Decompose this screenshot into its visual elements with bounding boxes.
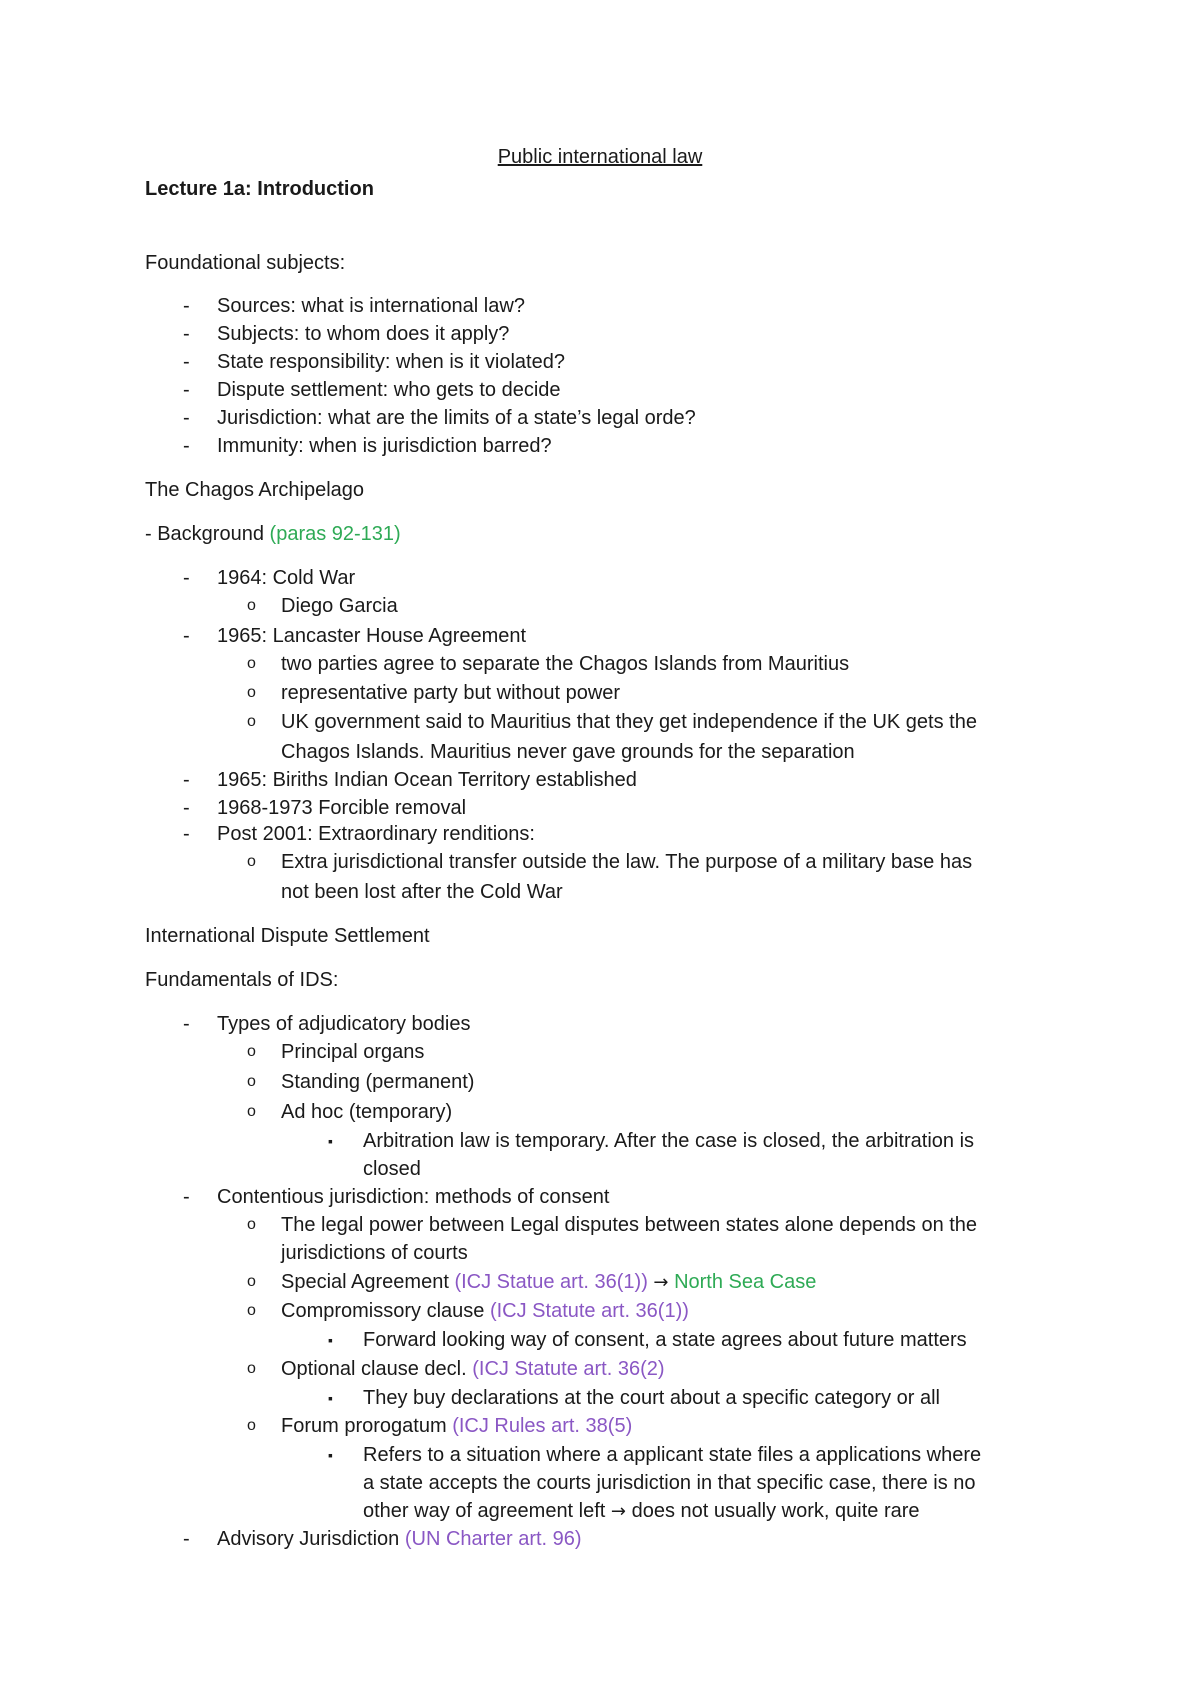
forum-prorogatum-line xyxy=(281,1414,632,1438)
background-line xyxy=(145,522,401,546)
dash-bullet: - xyxy=(183,823,190,845)
circle-bullet: o xyxy=(247,1043,256,1060)
circle-bullet: o xyxy=(247,1073,256,1090)
circle-bullet: o xyxy=(247,1417,256,1434)
list-item-text: two parties agree to separate the Chagos Islands from Mauritius xyxy=(281,653,850,675)
dash-bullet: - xyxy=(183,769,190,791)
dash-bullet: - xyxy=(183,435,190,457)
list-item-text: Types of adjudicatory bodies xyxy=(217,1013,471,1035)
list-item-text: 1968-1973 Forcible removal xyxy=(217,797,467,819)
list-item-text: Extra jurisdictional transfer outside the law. The purpose of a military base has xyxy=(281,851,973,873)
list-item-continuation: jurisdictions of courts xyxy=(281,1242,468,1264)
circle-bullet: o xyxy=(247,1216,256,1233)
circle-bullet: o xyxy=(247,1302,256,1319)
list-item-text: other way of agreement left xyxy=(363,1500,606,1522)
dash-bullet: - xyxy=(183,1013,190,1035)
list-item-text: Special Agreement xyxy=(281,1271,449,1293)
list-item-text: Advisory Jurisdiction xyxy=(217,1528,400,1550)
foundational-heading: Foundational subjects: xyxy=(145,252,346,274)
list-item-text: Forum prorogatum xyxy=(281,1415,447,1437)
square-bullet: ▪ xyxy=(328,1332,333,1348)
list-item-text: Standing (permanent) xyxy=(281,1071,475,1093)
list-item-text: Principal organs xyxy=(281,1041,425,1063)
legal-reference: (ICJ Statute art. 36(2) xyxy=(472,1358,665,1380)
list-item-text: representative party but without power xyxy=(281,682,621,704)
advisory-line xyxy=(217,1527,582,1551)
list-item-text: Sources: what is international law? xyxy=(217,295,525,317)
list-item-text: Optional clause decl. xyxy=(281,1358,467,1380)
ids-heading: International Dispute Settlement xyxy=(145,925,430,947)
list-item-continuation: closed xyxy=(363,1158,421,1180)
list-item-text: Dispute settlement: who gets to decide xyxy=(217,379,561,401)
lecture-heading: Lecture 1a: Introduction xyxy=(145,178,374,200)
arrow-right-icon: → xyxy=(653,1272,669,1293)
legal-reference: (ICJ Statue art. 36(1)) xyxy=(454,1271,648,1293)
list-item-text: Forward looking way of consent, a state agrees about future matters xyxy=(363,1329,967,1351)
circle-bullet: o xyxy=(247,684,256,701)
list-item-text: 1964: Cold War xyxy=(217,567,356,589)
page-title: Public international law xyxy=(497,146,703,168)
list-item-text: The legal power between Legal disputes between states alone depends on the xyxy=(281,1214,978,1236)
square-bullet: ▪ xyxy=(328,1447,333,1463)
list-item-text: Jurisdiction: what are the limits of a state’s legal orde? xyxy=(217,407,696,429)
background-reference: (paras 92-131) xyxy=(269,523,401,545)
list-item-text: Diego Garcia xyxy=(281,595,398,617)
circle-bullet: o xyxy=(247,713,256,730)
circle-bullet: o xyxy=(247,1360,256,1377)
ids-fundamentals-heading: Fundamentals of IDS: xyxy=(145,969,339,991)
dash-bullet: - xyxy=(183,1528,190,1550)
list-item-continuation: not been lost after the Cold War xyxy=(281,881,563,903)
background-label: - Background xyxy=(145,523,264,545)
case-reference: North Sea Case xyxy=(674,1271,817,1293)
dash-bullet: - xyxy=(183,379,190,401)
list-item-text: State responsibility: when is it violated? xyxy=(217,351,565,373)
circle-bullet: o xyxy=(247,1103,256,1120)
dash-bullet: - xyxy=(183,1186,190,1208)
list-item-text: Arbitration law is temporary. After the case is closed, the arbitration is xyxy=(363,1130,975,1152)
legal-reference: (ICJ Rules art. 38(5) xyxy=(452,1415,633,1437)
optional-clause-line xyxy=(281,1357,665,1381)
special-agreement-line xyxy=(281,1270,816,1295)
dash-bullet: - xyxy=(183,323,190,345)
list-item-text: Ad hoc (temporary) xyxy=(281,1101,453,1123)
square-bullet: ▪ xyxy=(328,1133,333,1149)
list-item-text: Post 2001: Extraordinary renditions: xyxy=(217,823,535,845)
dash-bullet: - xyxy=(183,567,190,589)
list-item-text: 1965: Biriths Indian Ocean Territory established xyxy=(217,769,637,791)
legal-reference: (UN Charter art. 96) xyxy=(404,1528,582,1550)
list-item-text: They buy declarations at the court about a specific category or all xyxy=(363,1387,940,1409)
dash-bullet: - xyxy=(183,295,190,317)
list-item-text: Refers to a situation where a applicant state files a applications where xyxy=(363,1444,982,1466)
list-item-continuation: a state accepts the courts jurisdiction in that specific case, there is no xyxy=(363,1472,976,1494)
arrow-right-icon: → xyxy=(610,1501,627,1522)
dash-bullet: - xyxy=(183,351,190,373)
list-item-text: Subjects: to whom does it apply? xyxy=(217,323,510,345)
dash-bullet: - xyxy=(183,407,190,429)
list-item-text: UK government said to Mauritius that they get independence if the UK gets the xyxy=(281,711,977,733)
list-item-text: Immunity: when is jurisdiction barred? xyxy=(217,435,552,457)
square-bullet: ▪ xyxy=(328,1390,333,1406)
circle-bullet: o xyxy=(247,1273,256,1290)
list-item-text: does not usually work, quite rare xyxy=(631,1500,920,1522)
list-item-text: Compromissory clause xyxy=(281,1300,485,1322)
compromissory-line xyxy=(281,1299,689,1323)
list-item-text: 1965: Lancaster House Agreement xyxy=(217,625,527,647)
dash-bullet: - xyxy=(183,625,190,647)
list-item-text: Contentious jurisdiction: methods of consent xyxy=(217,1186,610,1208)
circle-bullet: o xyxy=(247,597,256,614)
list-item-continuation xyxy=(363,1499,920,1524)
legal-reference: (ICJ Statute art. 36(1)) xyxy=(489,1300,689,1322)
chagos-heading: The Chagos Archipelago xyxy=(145,479,365,501)
circle-bullet: o xyxy=(247,853,256,870)
dash-bullet: - xyxy=(183,797,190,819)
list-item-continuation: Chagos Islands. Mauritius never gave grounds for the separation xyxy=(281,741,855,763)
circle-bullet: o xyxy=(247,655,256,672)
